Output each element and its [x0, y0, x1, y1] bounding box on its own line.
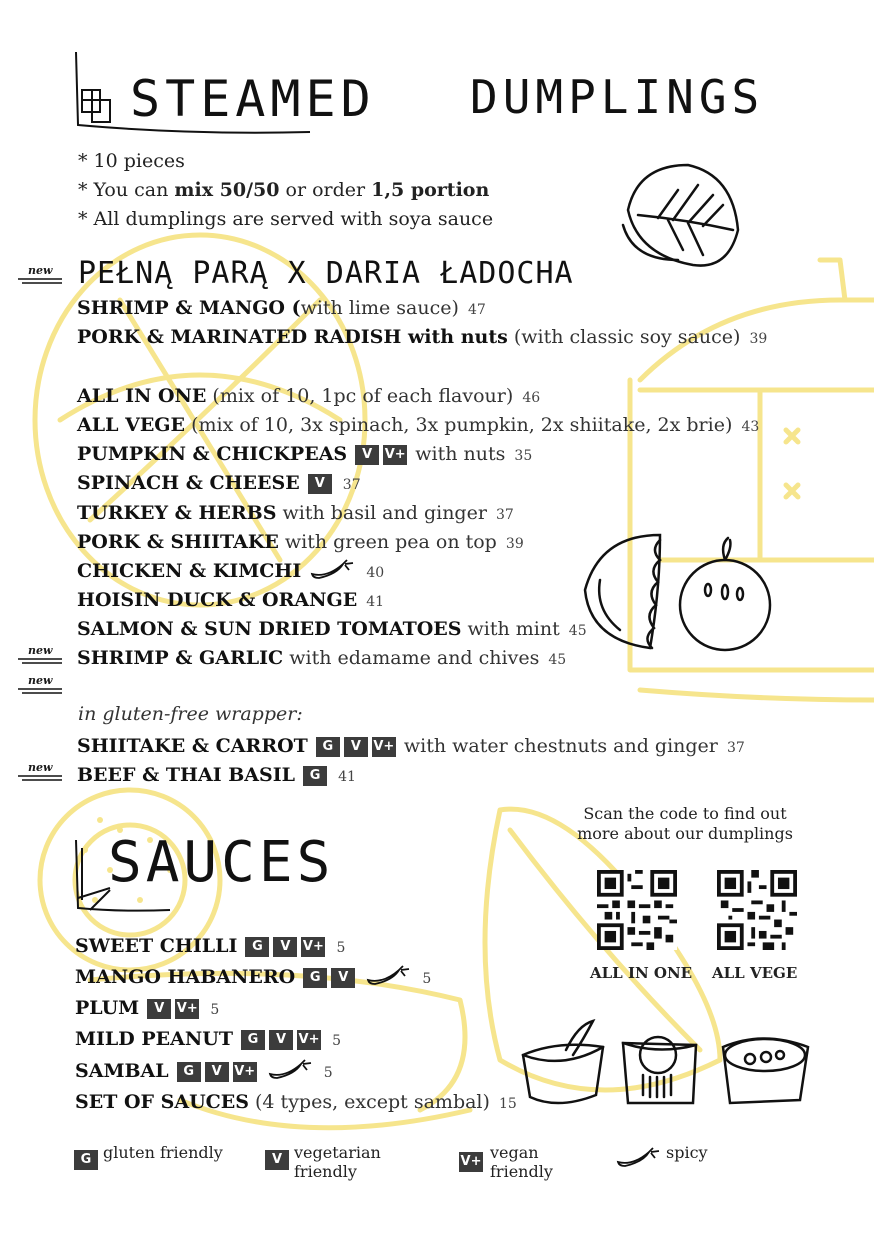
menu-item-salmon: SALMON & SUN DRIED TOMATOES with mint 45 [77, 618, 587, 640]
chili-icon [267, 1058, 313, 1080]
qr-code-all-in-one[interactable] [596, 870, 678, 950]
legend-vegetarian-badge: V [265, 1150, 289, 1170]
sauce-sweet-chilli: SWEET CHILLI G V V+ 5 [75, 935, 346, 957]
vegetarian-badge: V [205, 1062, 229, 1082]
menu-item-shrimp-garlic: SHRIMP & GARLIC with edamame and chives 45 [77, 647, 567, 669]
legend-gluten-badge: G [74, 1150, 98, 1170]
legend-gluten-text: gluten friendly [103, 1143, 223, 1162]
vegan-badge: V+ [297, 1030, 321, 1050]
page-title-steamed: STEAMED [130, 70, 376, 128]
menu-item-pork-radish: PORK & MARINATED RADISH with nuts (with classic soy sauce) 39 [77, 326, 768, 348]
menu-item-turkey: TURKEY & HERBS with basil and ginger 37 [77, 502, 514, 524]
collab-title: PEŁNĄ PARĄ X DARIA ŁADOCHA [78, 256, 574, 291]
qr-label-all-in-one: ALL IN ONE [590, 964, 693, 982]
qr-code-all-vege[interactable] [716, 870, 798, 950]
legend-spicy-text: spicy [666, 1143, 708, 1162]
menu-item-hoisin-duck: HOISIN DUCK & ORANGE 41 [77, 589, 385, 611]
menu-item-pork-shiitake: PORK & SHIITAKE with green pea on top 39 [77, 531, 524, 553]
note-mix: * You can mix 50/50 or order 1,5 portion [78, 179, 490, 201]
gluten-badge: G [241, 1030, 265, 1050]
leaf-illustration [618, 160, 748, 275]
gluten-badge: G [303, 766, 327, 786]
new-badge: new [16, 645, 66, 667]
menu-item-beef-basil: BEEF & THAI BASIL G 41 [77, 764, 356, 786]
gluten-badge: G [316, 737, 340, 757]
vegetarian-badge: V [273, 937, 297, 957]
legend-vegan-badge: V+ [459, 1152, 483, 1172]
gluten-free-label: in gluten-free wrapper: [78, 703, 303, 725]
note-pieces: * 10 pieces [78, 150, 185, 172]
note-soya: * All dumplings are served with soya sauce [78, 208, 494, 230]
menu-item-all-in-one: ALL IN ONE (mix of 10, 1pc of each flavour) 46 [77, 385, 541, 407]
vegetarian-badge: V [147, 999, 171, 1019]
vegetarian-badge: V [308, 474, 332, 494]
sauces-title: SAUCES [108, 830, 335, 895]
sauce-plum: PLUM V V+ 5 [75, 997, 220, 1019]
chili-icon [365, 964, 411, 986]
gluten-badge: G [303, 968, 327, 988]
new-badge: new [16, 762, 66, 784]
page-title-dumplings: DUMPLINGS [470, 70, 765, 124]
vegan-badge: V+ [383, 445, 407, 465]
menu-item-pumpkin: PUMPKIN & CHICKPEAS V V+ with nuts 35 [77, 443, 533, 465]
new-badge: new [16, 675, 66, 697]
new-badge: new [16, 265, 66, 287]
gluten-badge: G [245, 937, 269, 957]
dumplings-illustration [580, 530, 780, 660]
sauce-set: SET OF SAUCES (4 types, except sambal) 15 [75, 1091, 517, 1113]
qr-caption: Scan the code to find out more about our dumplings [577, 804, 793, 843]
menu-item-spinach: SPINACH & CHEESE V 37 [77, 472, 361, 494]
qr-label-all-vege: ALL VEGE [712, 964, 798, 982]
vegetarian-badge: V [269, 1030, 293, 1050]
vegan-badge: V+ [372, 737, 396, 757]
vegetarian-badge: V [355, 445, 379, 465]
legend-vegetarian-text: vegetarian friendly [294, 1143, 381, 1181]
sauce-mild-peanut: MILD PEANUT G V V+ 5 [75, 1028, 341, 1050]
vegetarian-badge: V [344, 737, 368, 757]
menu-item-chicken-kimchi: CHICKEN & KIMCHI 40 [77, 560, 385, 582]
legend-chili-icon [615, 1145, 663, 1169]
chili-icon [309, 558, 355, 580]
vegetarian-badge: V [331, 968, 355, 988]
menu-item-shiitake-carrot: SHIITAKE & CARROT G V V+ with water chestnuts and ginger 37 [77, 735, 745, 757]
sauce-bowls-illustration [518, 1015, 814, 1115]
vegan-badge: V+ [233, 1062, 257, 1082]
gluten-badge: G [177, 1062, 201, 1082]
vegan-badge: V+ [301, 937, 325, 957]
vegan-badge: V+ [175, 999, 199, 1019]
legend-vegan-text: vegan friendly [490, 1143, 553, 1181]
sauce-sambal: SAMBAL G V V+ 5 [75, 1060, 333, 1082]
menu-item-all-vege: ALL VEGE (mix of 10, 3x spinach, 3x pumpkin, 2x shiitake, 2x brie) 43 [77, 414, 760, 436]
menu-item-shrimp-mango: SHRIMP & MANGO (with lime sauce) 47 [77, 297, 486, 319]
sauce-mango-habanero: MANGO HABANERO G V 5 [75, 966, 432, 988]
